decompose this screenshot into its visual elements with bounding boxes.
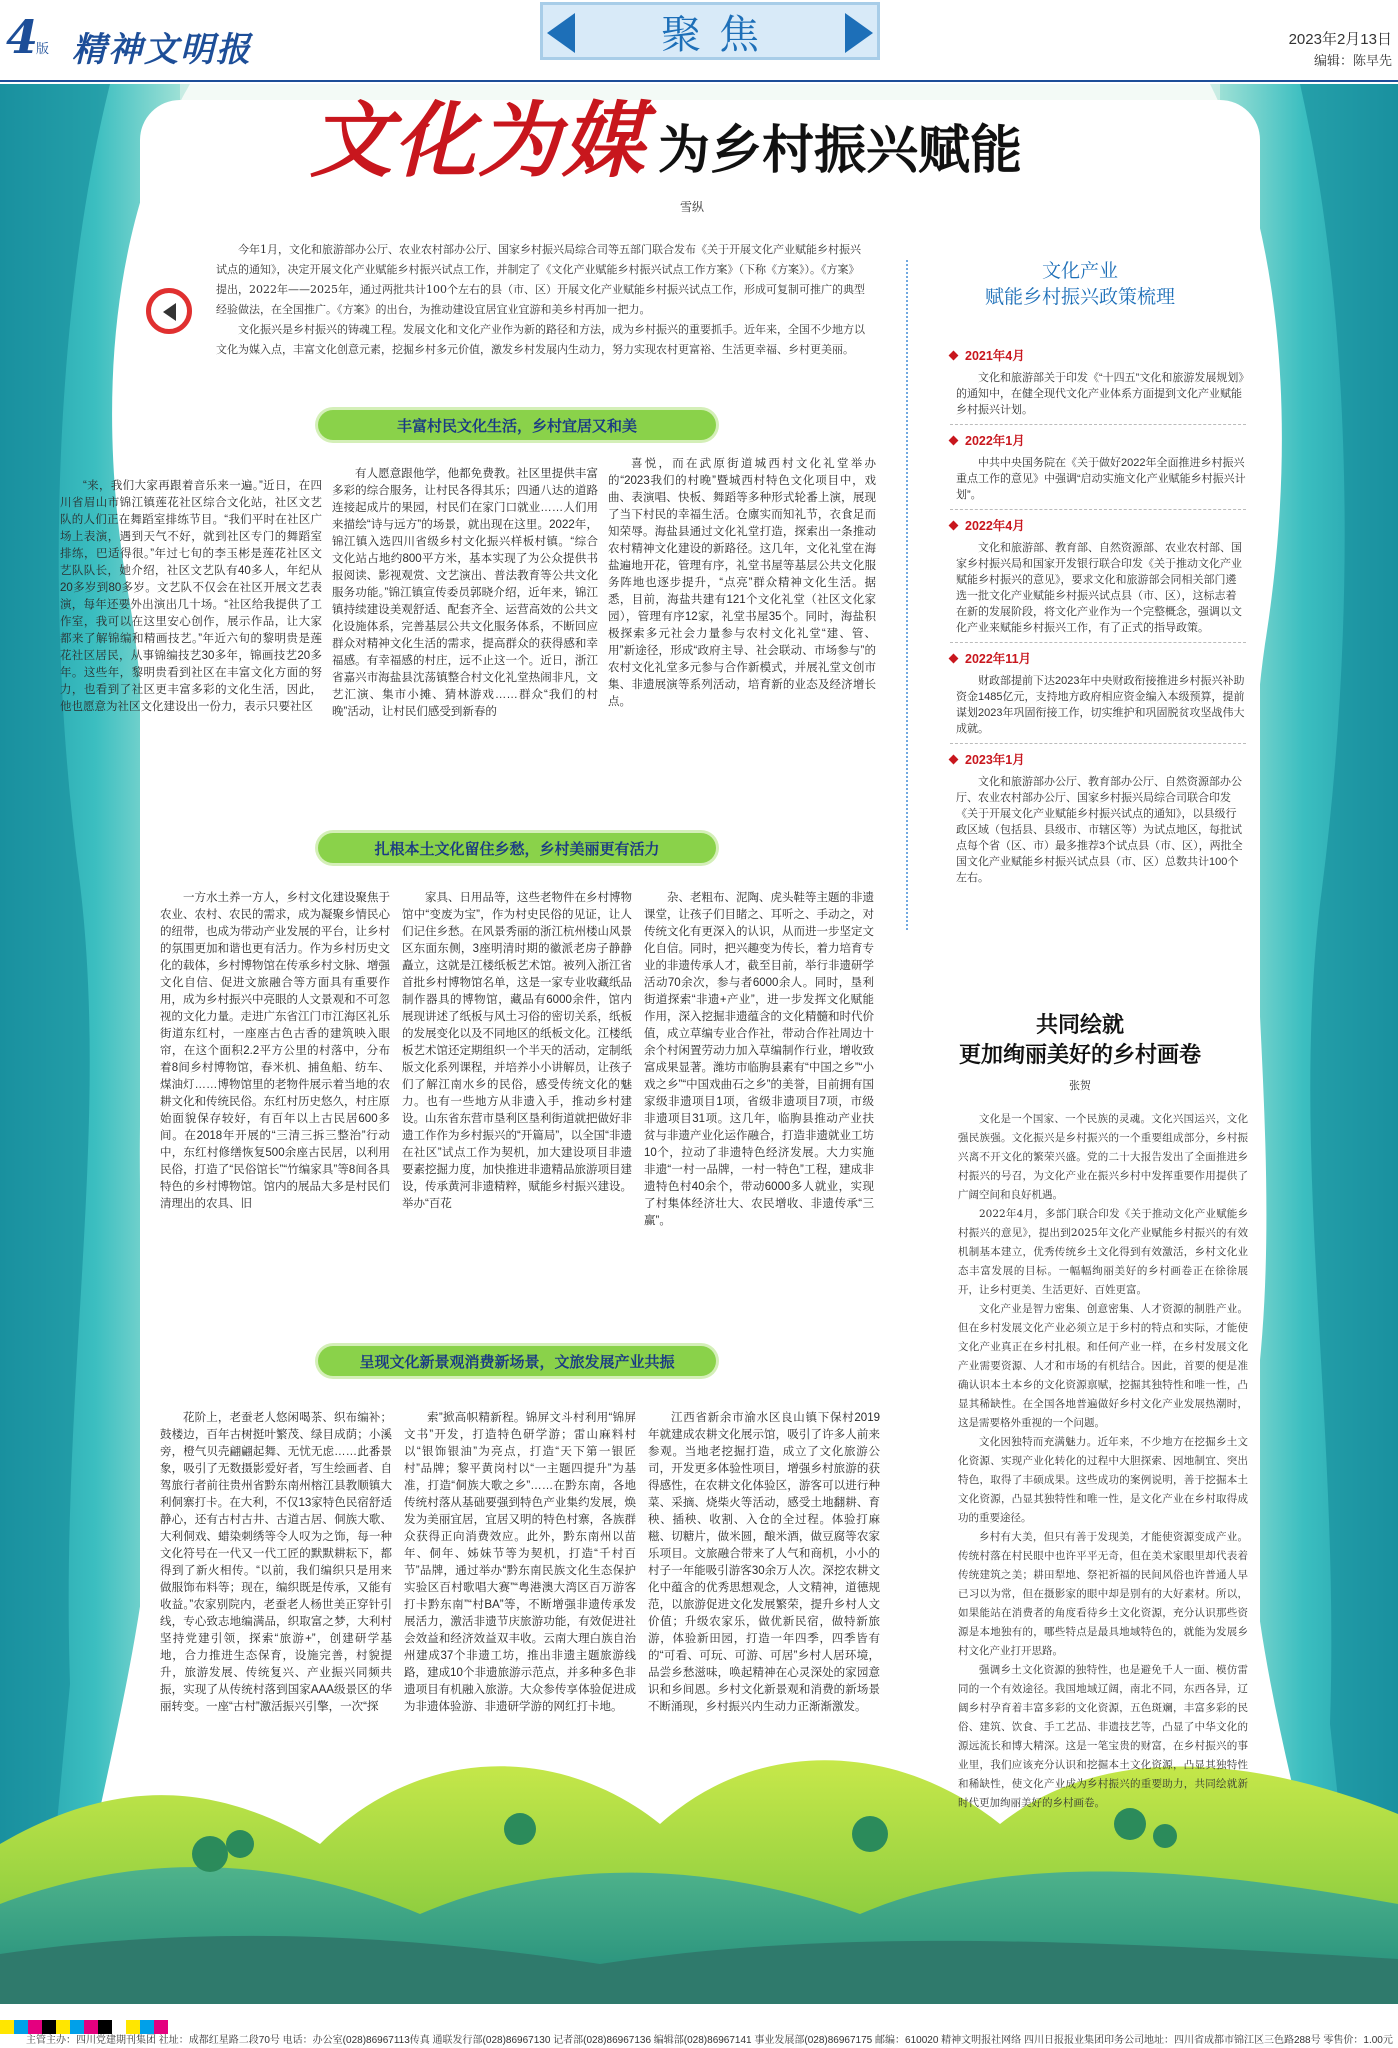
intro-lead: [158, 240, 870, 360]
column-text: “来，我们大家再跟着音乐来一遍。”近日，在四川省眉山市锦江镇莲花社区综合文化站，社区文艺队的人们正在舞蹈室排练节目。“我们平时在社区广场上表演，遇到天气不好，就到社区专门的舞蹈室排练，巴适得很。”年过七旬的李玉彬是莲花社区文艺队队长，她介绍，社区文艺队有40多人，年纪从20多岁到80多岁。文艺队不仅会在社区开展文艺表演，每年还要外出演出几十场。“社区给我提供了工作室，我可以在这里安心创作，展示作品，让大家都来了解锦编和精画技艺。”年近六旬的黎明贵是莲花社区居民，从事锦编技艺30多年，锦画技艺20多年。这些年，黎明贵看到社区在丰富文化方面的努力，也看到了社区更丰富多彩的文化生活，因此，他也愿意为社区文化建设出一份力，表示只要社区: [60, 480, 322, 713]
article-column: [160, 890, 390, 1213]
second-article-paragraph: 文化是一个国家、一个民族的灵魂。文化兴国运兴，文化强民族强。文化振兴是乡村振兴的一个重要组成部分，乡村振兴离不开文化的繁荣兴盛。党的二十大报告发出了全面推进乡村振兴的号召，为文化产业在振兴乡村中发挥重要作用提供了广阔空间和良好机遇。: [958, 1113, 1248, 1201]
color-swatch: [14, 2020, 28, 2034]
timeline-date: [950, 518, 1246, 534]
timeline-separator: [950, 424, 1246, 425]
timeline-date: [950, 752, 1246, 768]
newspaper-logo: 精神文明报: [72, 30, 252, 70]
intro-paragraph: 文化振兴是乡村振兴的铸魂工程。发展文化和文化产业作为新的路径和方法，成为乡村振兴的重要抓手。近年来，全国不少地方以文化为媒入点，丰富文化创意元素，挖掘乡村多元价值，激发乡村发展内生动力，努力实现农村更富裕、生活更幸福、乡村更美丽。: [216, 323, 865, 356]
second-article-byline: 张贺: [1069, 1080, 1091, 1092]
color-swatch: [42, 2020, 56, 2034]
color-swatch: [126, 2020, 140, 2034]
color-swatch: [98, 2020, 112, 2034]
column-text: 有人愿意跟他学，他都免费教。社区里提供丰富多彩的综合服务，让村民各得其乐；四通八达的道路连接起成片的果园，村民们在家门口就业……人们用来描绘“诗与远方”的场景，就出现在这里。2022年，锦江镇入选四川省级乡村文化振兴样板村镇。“综合文化站占地约800平方米，基本实现了为公众提供书报阅读、影视观赏、文艺演出、普法教育等公共文化服务功能。”锦江镇宣传委员郭晓介绍，近年来，锦江镇持续建设美观舒适、配套齐全、运营高效的公共文化设施体系，完善基层公共文化服务体系，不断回应群众对精神文化生活的需求，提高群众的获得感和幸福感。有幸福感的村庄，远不止这一个。近日，浙江省嘉兴市海盐县沈荡镇整合村文化礼堂热闹非凡，文艺汇演、集市小摊、猜林游戏……群众“我们的村晚”活动，让村民们感受到新春的: [332, 468, 598, 718]
policy-timeline: [950, 348, 1246, 894]
color-swatch: [112, 2020, 126, 2034]
intro-paragraph: 今年1月，文化和旅游部办公厅、农业农村部办公厅、国家乡村振兴局综合司等五部门联合发布《关于开展文化产业赋能乡村振兴试点的通知》，决定开展文化产业赋能乡村振兴试点工作，并制定了《文化产业赋能乡村振兴试点工作方案》（下称《方案》）。《方案》提出，2022年——2025年，通过两批共计100个左右的县（市、区）开展文化产业赋能乡村振兴试点工作，形成可复制可推广的典型经验做法，在全国推广。《方案》的出台，为推动建设宜居宜业宜游和美乡村再加一把力。: [216, 243, 865, 316]
timeline-date: [950, 348, 1246, 364]
article-column: [332, 466, 598, 721]
timeline-entry: [950, 433, 1246, 510]
timeline-text: 文化和旅游部办公厅、教育部办公厅、自然资源部办公厅、农业农村部办公厅、国家乡村振兴局综合司联合印发《关于开展文化产业赋能乡村振兴试点的通知》，以县级行政区域（包括县、县级市、市辖区等）为试点地区，每批试点每个省（区、市）最多推荐3个试点县（市、区），两批全国文化产业赋能乡村振兴试点县（市、区）总数共计100个左右。: [956, 776, 1243, 884]
diamond-bullet-icon: [949, 521, 959, 531]
second-title-line: 共同绘就: [1035, 1012, 1124, 1038]
timeline-separator: [950, 642, 1246, 643]
article-column: [60, 478, 322, 716]
color-swatch: [140, 2020, 154, 2034]
timeline-date-text: 2022年11月: [965, 652, 1032, 666]
color-swatch: [56, 2020, 70, 2034]
second-title-line: 更加绚丽美好的乡村画卷: [958, 1042, 1201, 1068]
timeline-entry: [950, 752, 1246, 886]
section-banner-2: 扎根本土文化留住乡愁，乡村美丽更有活力: [318, 833, 716, 863]
masthead-rule: [0, 80, 1398, 82]
article-column: [644, 890, 874, 1230]
column-text: 杂、老粗布、泥陶、虎头鞋等主题的非遗课堂，让孩子们目睹之、耳听之、手动之，对传统文化有更深入的认识，从而进一步坚定文化自信。同时，把兴趣变为传长，着力培育专业的非遗传承人才，截至目前，举行非遗研学活动70余次，参与者6000余人。同时，垦利街道探索“非遗+产业”，进一步发挥文化赋能作用，深入挖掘非遗蕴含的文化精髓和时代价值，成立草编专业合作社，带动合作社周边十余个村闲置劳动力加入草编制作行业，增收致富成果显著。潍坊市临朐县素有“中国之乡”“小戏之乡”“中国戏曲石之乡”的美誉，目前拥有国家级非遗项目1项，省级非遗项目7项，市级非遗项目31项。这几年，临朐县推动产业扶贫与非遗产业化运作融合，打造非遗就业工坊10个，拉动了非遗特色经济发展。大力实施非遗“一村一品牌，一村一特色”工程，建成非遗特色村40余个，带动6000多人就业，实现了村集体经济壮大、农民增收、非遗传承“三赢”。: [644, 892, 874, 1227]
color-swatch: [70, 2020, 84, 2034]
second-article-paragraph: 文化产业是智力密集、创意密集、人才资源的制胜产业。但在乡村发展文化产业必须立足于乡村的特点和实际，才能使文化产业真正在乡村扎根。和任何产业一样，在乡村发展文化产业需要资源、人才和市场的有机结合。因此，首要的便是准确认识本土本乡的文化资源禀赋，挖掘其独特性和唯一性，凸显其稀缺性。在全国各地普遍做好乡村文化产业发展热潮时，这是需要格外重视的一个问题。: [958, 1303, 1248, 1429]
article-column: [402, 890, 632, 1213]
timeline-date: [950, 433, 1246, 449]
main-byline: 雪纵: [680, 200, 705, 214]
timeline-date-text: 2022年1月: [965, 434, 1025, 448]
page-number: 4: [6, 10, 39, 64]
article-column: [160, 1410, 392, 1716]
column-text: 家具、日用品等，这些老物件在乡村博物馆中“变废为宝”，作为村史民俗的见证，让人们记住乡愁。在风景秀丽的浙江杭州楼山风景区东面东侧，3座明清时期的徽派老房子静静矗立，这就是江楼纸板艺术馆。被列入浙江省首批乡村博物馆名单，这是一家专业收藏纸品制作器具的博物馆，藏品有6000余件，馆内展现讲述了纸板与风土习俗的密切关系，纸板的发展变化以及不同地区的纸板文化。江楼纸板艺术馆还定期组织一个半天的活动，定制纸版文化系列课程，并培养小小讲解员，让孩子们了解江南水乡的民俗，感受传统文化的魅力。也有一些地方从非遗入手，推动乡村建设。山东省东营市垦利区垦利街道就把做好非遗工作作为乡村振兴的“开篇局”，以全国“非遗在社区”试点工作为契机，加大建设项目非遗要素挖掘力度，加快推进非遗精品旅游项目建设，传承黄河非遗精粹，赋能乡村振兴建设。举办“百花: [402, 892, 632, 1210]
timeline-date-text: 2021年4月: [965, 349, 1025, 363]
second-article-title: [930, 1010, 1230, 1070]
headline-brush-text: 文化为媒: [310, 93, 646, 189]
timeline-text: 文化和旅游部关于印发《“十四五”文化和旅游发展规划》的通知中，在健全现代文化产业体系方面提到文化产业赋能乡村振兴计划。: [956, 372, 1244, 416]
right-arrow-icon: [845, 13, 873, 53]
column-text: 索”掀高帜精新程。锦屏文斗村利用“锦屏文书”开发，打造特色研学游；雷山麻料村以“银饰银油”为亮点，打造“天下第一银匠村”品牌；黎平黄岗村以“一主题四提升”为基准，打造“侗族大歌之乡”……在黔东南，各地传统村落从基础要强到特色产业集约发展，焕发为美丽宜居，宜居又明的特色村寨，各族群众获得正向消费效应。此外，黔东南州以苗年、侗年、姊妹节等为契机，打造“千村百节”品牌，通过举办“黔东南民族文化生态保护实验区百村歌唱大赛”“粤港澳大湾区百万游客打卡黔东南”“村BA”等，不断增强非遗传承发展活力，激活非遗节庆旅游功能，有效促进社会效益和经济效益双丰收。云南大理白族自治州建成37个非遗工坊，推出非遗主题旅游线路，建成10个非遗旅游示范点，并多种多色非遗项目有机融入旅游。大众参传享体验促进成为非遗体验游、非遗研学游的网红打卡地。: [404, 1412, 636, 1713]
color-swatch: [84, 2020, 98, 2034]
diamond-bullet-icon: [949, 351, 959, 361]
masthead: [0, 0, 1398, 82]
column-text: 江西省新余市渝水区良山镇下保村2019年就建成农耕文化展示馆，吸引了许多人前来参观。当地老挖掘打造，成立了文化旅游公司，开发更多体验性项目，增强乡村旅游的获得感性，在农耕文化体验区，游客可以进行种菜、采摘、烧柴火等活动，感受土地翻耕、育秧、插秧、收割、入仓的全过程。体验打麻糍、切糖片，做米圆，酿米酒，做豆腐等农家乐项目。文旅融合带来了人气和商机，小小的村子一年能吸引游客30余万人次。深挖农耕文化中蕴含的优秀思想观念，人文精神，道德规范，以旅游促进文化发展繁荣，提升乡村人文价值；升级农家乐，做优新民宿，做特新旅游，体验新田园，打造一年四季，四季皆有的“可看、可玩、可游、可居”乡村人居环境，品尝乡愁滋味，唤起精神在心灵深处的家园意识和乡间恩。乡村文化新景观和消费的新场景不断涌现，乡村振兴内生动力正渐渐激发。: [648, 1412, 880, 1713]
editor-credit: 编辑：陈早先: [1313, 53, 1392, 68]
timeline-separator: [950, 509, 1246, 510]
timeline-separator: [950, 743, 1246, 744]
timeline-date-text: 2023年1月: [965, 753, 1025, 767]
second-article-paragraph: 强调乡土文化资源的独特性，也是避免千人一面、模仿雷同的一个有效途径。我国地域辽阔，南北不同，东西各异，辽阔乡村孕育着丰富多彩的文化资源，五色斑斓，丰富多彩的民俗、建筑、饮食、手工艺品、非遗技艺等，凸显了中华文化的源远流长和博大精深。这是一笔宝贵的财富，在乡村振兴的事业里，我们应该充分认识和挖掘本土文化资源，凸显其独特性和稀缺性，使文化产业成为乡村振兴的重要助力，共同绘就新时代更加绚丽美好的乡村画卷。: [958, 1664, 1248, 1809]
timeline-date-text: 2022年4月: [965, 519, 1025, 533]
second-article-paragraph: 2022年4月，多部门联合印发《关于推动文化产业赋能乡村振兴的意见》，提出到2025年文化产业赋能乡村振兴的有效机制基本建立，优秀传统乡土文化得到有效激活，乡村文化业态丰富发展的目标。一幅幅绚丽美好的乡村画卷正在徐徐展开，让乡村更美、生活更好、百姓更富。: [958, 1208, 1248, 1296]
column-text: 一方水土养一方人，乡村文化建设聚焦于农业、农村、农民的需求，成为凝聚乡情民心的纽带，也成为带动产业发展的平台，让乡村的氛围更加和谐也更有活力。作为乡村历史文化的载体，乡村博物馆在传承乡村文脉、增强文化自信、促进文旅融合等方面具有重要作用，成为乡村振兴中亮眼的人文景观和不可忽视的文化力量。走进广东省江门市江海区礼乐街道东红村，一座座古色古香的建筑映入眼帘，在这个面积2.2平方公里的村落中，分布着8间乡村博物馆，春米机、捕鱼船、纺车、煤油灯……博物馆里的老物件展示着当地的农耕文化和传统民俗。东红村历史悠久，村庄原始面貌保存较好，有百年以上古民居600多间。在2018年开展的“三清三拆三整治”行动中，东红村修缮恢复500余座古民居，以利用民俗，打造了“民俗馆长”“竹编家具”等8间各具特色的乡村博物馆。馆内的展品大多是村民们清理出的农具、旧: [160, 892, 390, 1210]
article-column: [404, 1410, 636, 1716]
second-article-paragraph: 文化因独特而充满魅力。近年来，不少地方在挖掘乡土文化资源、实现产业化转化的过程中大胆探索、因地制宜、突出特色，取得了丰硕成果。这些成功的案例说明，善于挖掘本土文化资源，凸显其独特性和唯一性，是文化产业在乡村取得成功的重要途径。: [958, 1436, 1248, 1524]
timeline-text: 中共中央国务院在《关于做好2022年全面推进乡村振兴重点工作的意见》中强调“启动实施文化产业赋能乡村振兴计划”。: [956, 457, 1246, 501]
section-title: 聚焦: [661, 11, 777, 58]
diamond-bullet-icon: [949, 755, 959, 765]
page-unit: 版: [36, 41, 50, 56]
headline-text: 为乡村振兴赋能: [658, 120, 1023, 181]
color-swatch: [0, 2020, 14, 2034]
footer-info: 主管主办：四川党建期刊集团 社址：成都红星路二段70号 电话：办公室(028)86967113传真 通联发行部(028)86967130 记者部(028)86967136 编辑部(028)86967141 事业发展部(028)86967175 邮编：610020 精神文明报社网络 四川日报报业集团印务公司地址：四川省成都市锦江区三色路288号 零售价：1.00元: [26, 2035, 1393, 2046]
timeline-date: [950, 651, 1246, 667]
sidebar-title-line: 赋能乡村振兴政策梳理: [984, 286, 1175, 308]
section-banner-3: 呈现文化新景观消费新场景，文旅发展产业共振: [318, 1346, 716, 1376]
article-column: [608, 456, 876, 711]
timeline-text: 财政部提前下达2023年中央财政衔接推进乡村振兴补助资金1485亿元，支持地方政府相应资金编入本级预算，提前谋划2023年巩固衔接工作，切实维护和巩固脱贫攻坚战伟大成就。: [956, 675, 1245, 735]
issue-date: 2023年2月13日: [1288, 31, 1392, 48]
timeline-entry: [950, 518, 1246, 643]
left-arrow-icon: [547, 13, 575, 53]
timeline-text: 文化和旅游部、教育部、自然资源部、农业农村部、国家乡村振兴局和国家开发银行联合印发《关于推动文化产业赋能乡村振兴的意见》，要求文化和旅游部会同相关部门遴选一批文化产业赋能乡村振兴试点县（市、区），这标志着在新的发展阶段，将文化产业作为一个完整概念，强调以文化产业来赋能乡村振兴工作，有了正式的指导政策。: [956, 542, 1242, 634]
sidebar-title-line: 文化产业: [1041, 260, 1118, 282]
color-swatch: [28, 2020, 42, 2034]
timeline-entry: [950, 651, 1246, 744]
second-article-body: [958, 1110, 1248, 1813]
timeline-entry: [950, 348, 1246, 425]
sidebar-title: [930, 258, 1230, 310]
section-label-box: [540, 2, 880, 60]
column-text: 花阶上，老蚕老人悠闲喝茶、织布编补；鼓楼边，百年古树挺叶繁茂、绿目成荫；小溪旁，橙气贝壳翩翩起舞、无忧无虑……此番景象，吸引了无数摄影爱好者，写生绘画者、自驾旅行者前往贵州省黔东南州榕江县教顺镇大利侗寨打卡。在大利，不仅13家特色民宿舒适静心，还有古村古井、古道古居、侗族大歌、大利侗戏、蜡染刺绣等令人叹为之饰，每一种文化符号在一代又一代工匠的默默耕耘下，都得到了新火相传。“以前，我们编织只是用来做服饰布料等；现在，编织既是传承，又能有收益。”农家别院内，老蚕老人杨世美正穿针引线，专心致志地编满品，织取富之梦，大利村坚持党建引领，探索“旅游+”，创建研学基地，合力推进生态保育，设施完善，村貌提升，旅游发展、传统复兴、产业振兴同频共振，实现了从传统村落到国家AAA级景区的华丽转变。一座“古村”激活振兴引擎，一次“探: [160, 1412, 392, 1713]
article-column: [648, 1410, 880, 1716]
section-banner-1: 丰富村民文化生活，乡村宜居又和美: [318, 410, 716, 440]
color-swatch: [154, 2020, 168, 2034]
main-headline: [310, 93, 1023, 189]
diamond-bullet-icon: [949, 654, 959, 664]
column-text: 喜悦，而在武原街道城西村文化礼堂举办的“2023我们的村晚”暨城西村特色文化项目中，戏曲、表演唱、快板、舞蹈等多种形式轮番上演，展现了当下村民的幸福生活。仓廪实而知礼节，衣食足而知荣辱。海盐县通过文化礼堂打造，探索出一条推动农村精神文化建设的新路径。这几年，文化礼堂在海盐遍地开花，管理有序，礼堂书屋等基层公共文化服务阵地也逐步提升，“点亮”群众精神文化生活。据悉，目前，海盐共建有121个文化礼堂（社区文化家园），管理有序12家，礼堂书屋35个。同时，海盐积极探索多元社会力量参与农村文化礼堂“建、管、用”新途径，形成“政府主导、社会联动、市场参与”的农村文化礼堂多元参与合作新模式，并展礼堂文创市集、非遗展演等系列活动，培育新的业态及经济增长点。: [608, 458, 876, 708]
print-color-bar: [0, 2020, 1398, 2034]
diamond-bullet-icon: [949, 436, 959, 446]
second-article-paragraph: 乡村有大美，但只有善于发现美，才能使资源变成产业。传统村落在村民眼中也许平平无奇，但在美术家眼里却代表着传统建筑之美；耕田犁地、祭祀祈福的民间风俗也许普通人早已习以为常，但在摄影家的眼中却是别有的大好素材。所以，如果能站在消费者的角度看待乡土文化资源，充分认识那些资源是本地独有的，哪些特点是最具地域特色的，就能为发展乡村文化产业打开思路。: [958, 1531, 1248, 1657]
